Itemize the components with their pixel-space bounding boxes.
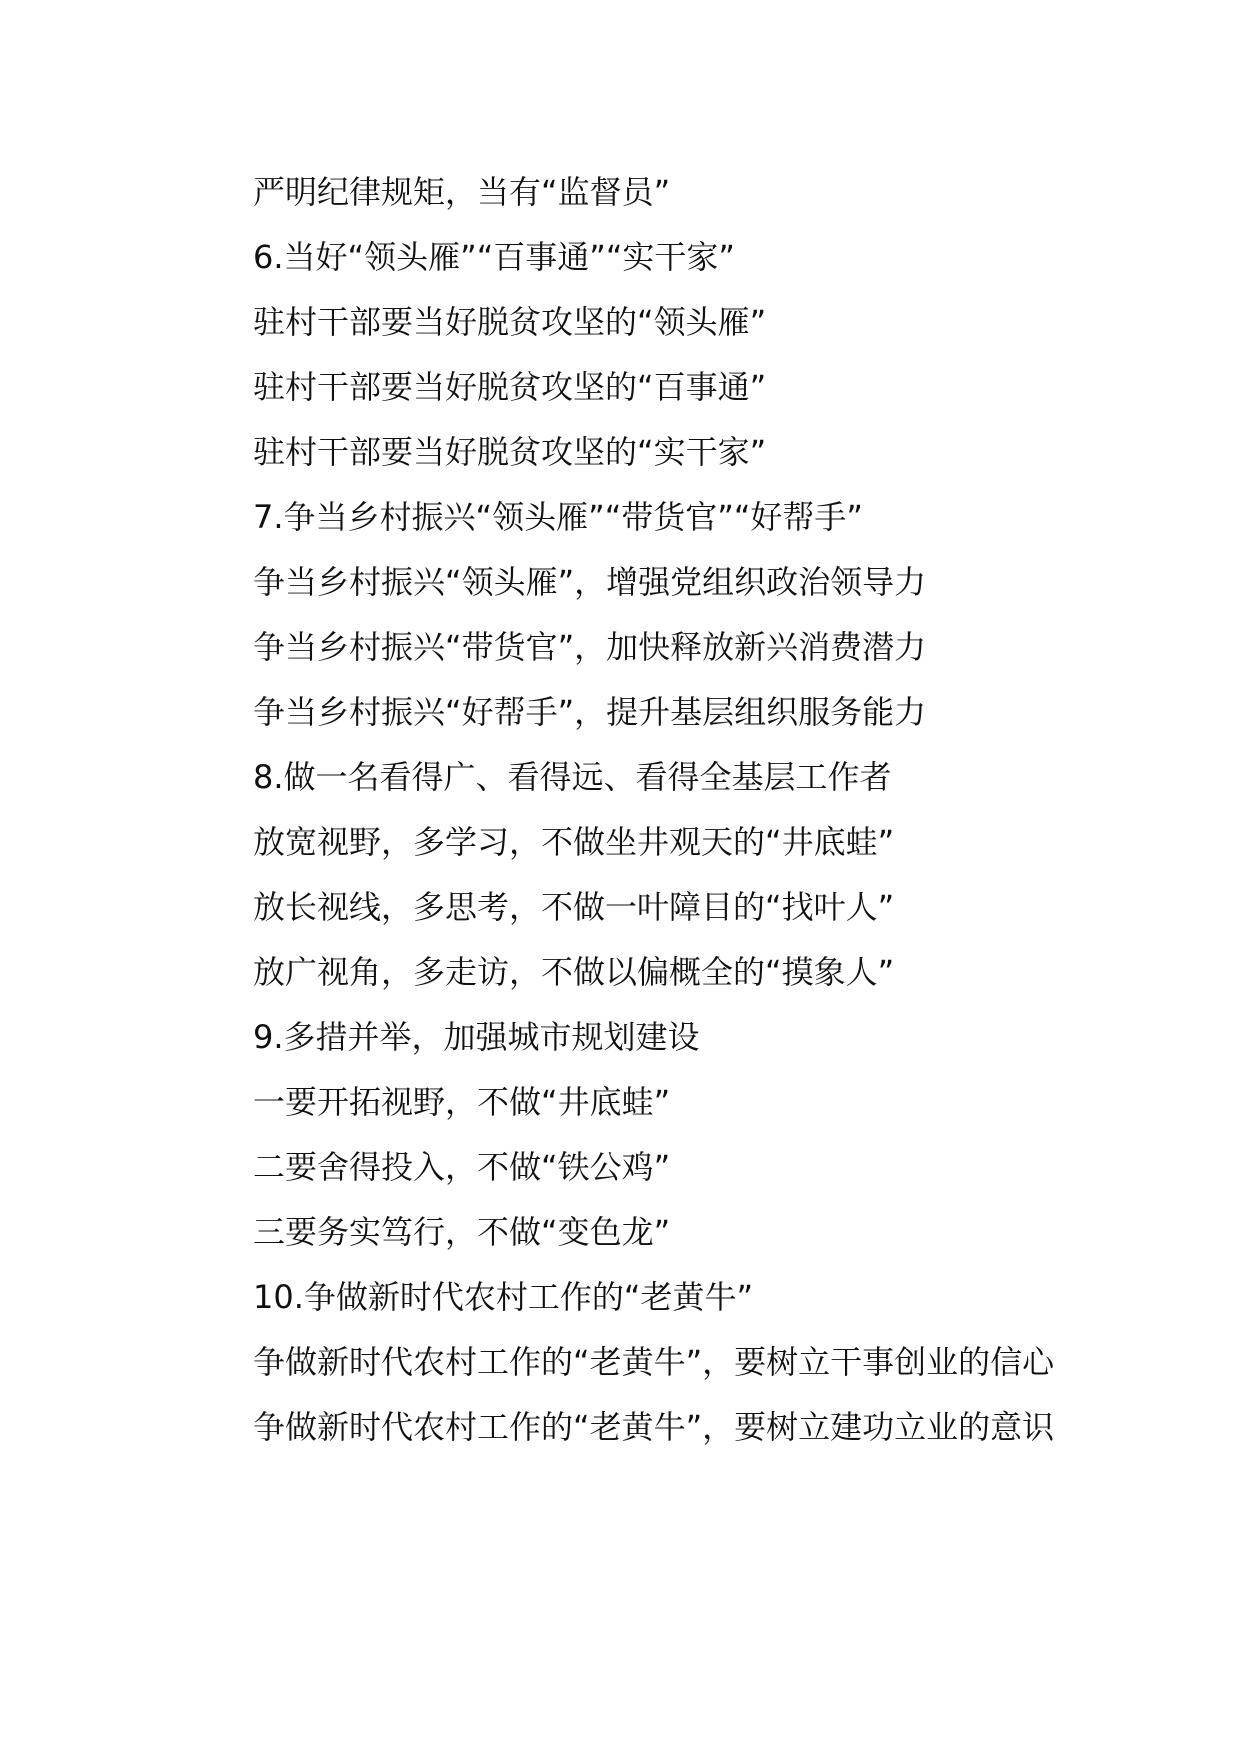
paragraph: 争当乡村振兴“领头雁”，增强党组织政治领导力	[253, 563, 927, 601]
paragraph: 放长视线，多思考，不做一叶障目的“找叶人”	[253, 888, 895, 926]
paragraph: 争做新时代农村工作的“老黄牛”，要树立干事创业的信心	[253, 1343, 1055, 1381]
section-heading: 6.当好“领头雁”“百事通”“实干家”	[253, 238, 736, 276]
document-body	[187, 160, 1057, 1460]
paragraph: 驻村干部要当好脱贫攻坚的“实干家”	[253, 433, 767, 471]
paragraph: 争当乡村振兴“带货官”，加快释放新兴消费潜力	[253, 628, 927, 666]
paragraph: 放广视角，多走访，不做以偏概全的“摸象人”	[253, 953, 895, 991]
paragraph: 争当乡村振兴“好帮手”，提升基层组织服务能力	[253, 693, 927, 731]
section-heading: 10.争做新时代农村工作的“老黄牛”	[253, 1278, 754, 1316]
section-heading: 9.多措并举，加强城市规划建设	[253, 1018, 700, 1056]
paragraph: 一要开拓视野，不做“井底蛙”	[253, 1083, 671, 1121]
section-heading: 7.争当乡村振兴“领头雁”“带货官”“好帮手”	[253, 498, 864, 536]
section-heading: 8.做一名看得广、看得远、看得全基层工作者	[253, 758, 892, 796]
paragraph: 驻村干部要当好脱贫攻坚的“领头雁”	[253, 303, 767, 341]
paragraph: 放宽视野，多学习，不做坐井观天的“井底蛙”	[253, 823, 895, 861]
paragraph: 三要务实笃行，不做“变色龙”	[253, 1213, 671, 1251]
paragraph: 严明纪律规矩，当有“监督员”	[253, 173, 671, 211]
paragraph: 争做新时代农村工作的“老黄牛”，要树立建功立业的意识	[253, 1408, 1055, 1446]
paragraph: 驻村干部要当好脱贫攻坚的“百事通”	[253, 368, 767, 406]
paragraph: 二要舍得投入，不做“铁公鸡”	[253, 1148, 671, 1186]
